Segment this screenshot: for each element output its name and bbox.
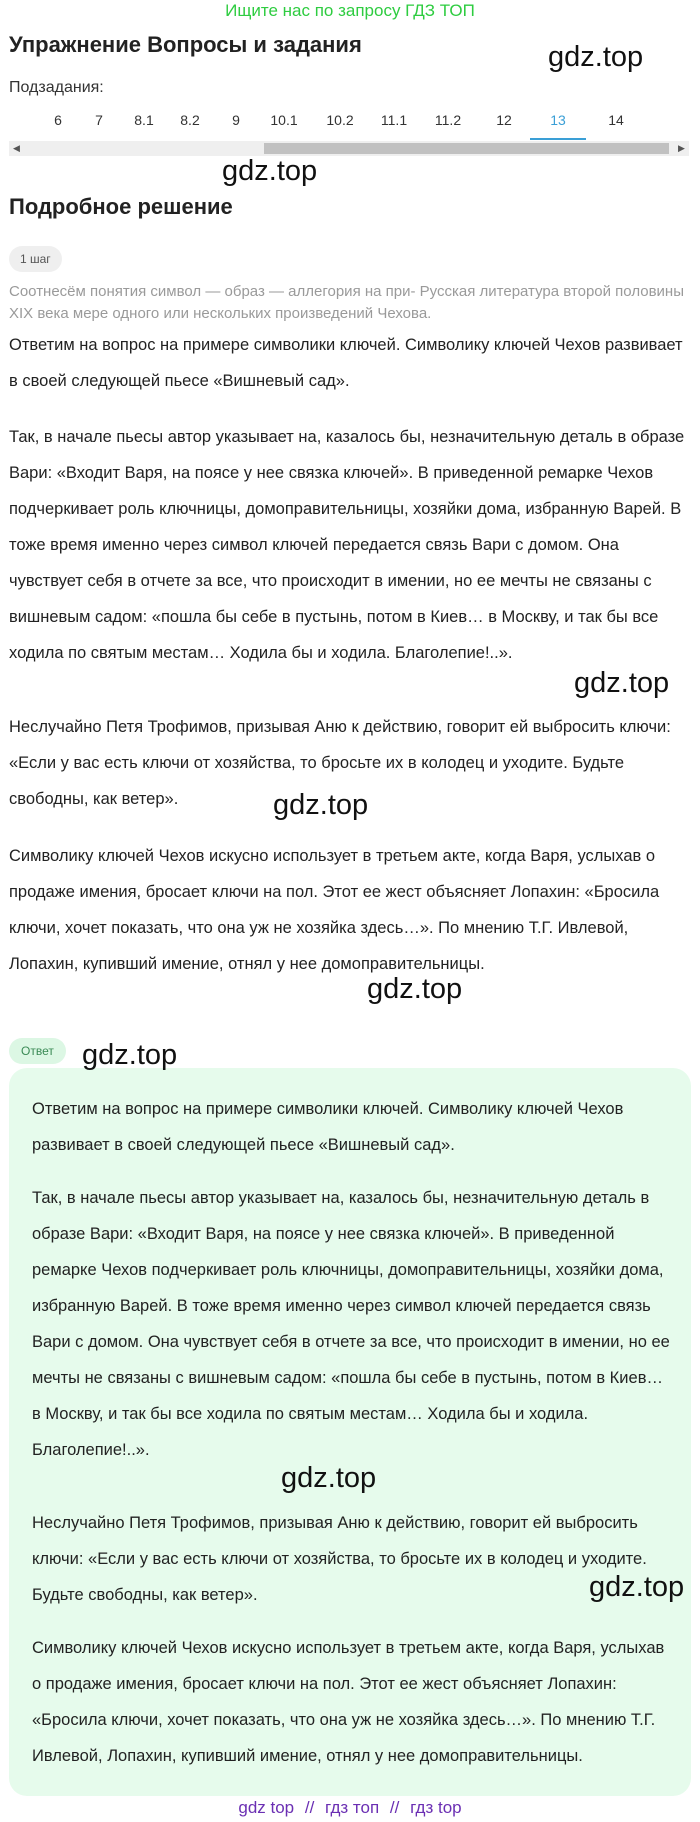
tab-10-1[interactable]: 10.1 xyxy=(270,112,298,128)
footer-link[interactable]: гдз top xyxy=(410,1798,462,1817)
solution-paragraph: Ответим на вопрос на примере символики ключей. Символику ключей Чехов развивает в своей следующей пьесе «Вишневый сад». xyxy=(9,336,683,390)
answer-paragraph: Неслучайно Петя Трофимов, призывая Аню к действию, говорит ей выбросить ключи: «Если у вас есть ключи от хозяйства, то бросьте их в колодец и уходите. Будьте свободны, как ветер». xyxy=(32,1514,647,1604)
watermark: gdz.top xyxy=(548,41,644,73)
tab-7[interactable]: 7 xyxy=(95,112,103,128)
search-banner: Ищите нас по запросу ГДЗ ТОП xyxy=(225,1,475,20)
watermark: gdz.top xyxy=(367,973,463,1005)
scroll-left-icon[interactable]: ◀ xyxy=(13,143,20,153)
exercise-title: Упражнение Вопросы и задания xyxy=(9,32,362,57)
footer-link[interactable]: гдз топ xyxy=(325,1798,380,1817)
solution-paragraph: Символику ключей Чехов искусно использует в третьем акте, когда Варя, услыхав о продаже имения, бросает ключи на пол. Этот ее жест объясняет Лопахин: «Бросила ключи, хочет показать, что она уж не хозяйка здесь…». По мнению Т.Г. Ивлевой, Лопахин, купивший имение, отнял у нее домоправительницы. xyxy=(9,847,660,973)
scroll-thumb[interactable] xyxy=(264,143,669,154)
tab-11-2[interactable]: 11.2 xyxy=(434,112,462,128)
tab-6[interactable]: 6 xyxy=(54,112,62,128)
watermark: gdz.top xyxy=(574,667,670,699)
footer-separator: // xyxy=(304,1798,315,1817)
answer-badge: Ответ xyxy=(9,1038,66,1064)
answer-paragraph: Так, в начале пьесы автор указывает на, казалось бы, незначительную деталь в образе Вари: «Входит Варя, на поясе у нее связка ключей». В приведенной ремарке Чехов подчеркивает роль ключницы, домоправительницы, хозяйки дома, избранную Варей. В тоже время именно через символ ключей передается связь Вари с домом. Она чувствует себя в отчете за все, что происходит в имении, но ее мечты не связаны с вишневым садом: «пошла бы себе в пустынь, потом в Киев… в Москву, и так бы все ходила по святым местам… Ходила бы и ходила. Благолепие!..». xyxy=(32,1189,670,1459)
answer-paragraph: Символику ключей Чехов искусно использует в третьем акте, когда Варя, услыхав о продаже имения, бросает ключи на пол. Этот ее жест объясняет Лопахин: «Бросила ключи, хочет показать, что она уж не хозяйка здесь…». По мнению Т.Г. Ивлевой, Лопахин, купивший имение, отнял у нее домоправительницы. xyxy=(32,1639,665,1765)
solution-paragraph: Неслучайно Петя Трофимов, призывая Аню к действию, говорит ей выбросить ключи: «Если у вас есть ключи от хозяйства, то бросьте их в колодец и уходите. Будьте свободны, как ветер». xyxy=(9,718,671,808)
solution-paragraph: Так, в начале пьесы автор указывает на, казалось бы, незначительную деталь в образе Вари: «Входит Варя, на поясе у нее связка ключей». В приведенной ремарке Чехов подчеркивает роль ключницы, домоправительницы, хозяйки дома, избранную Варей. В тоже время именно через символ ключей передается связь Вари с домом. Она чувствует себя в отчете за все, что происходит в имении, но ее мечты не связаны с вишневым садом: «пошла бы себе в пустынь, потом в Киев… в Москву, и так бы все ходила по святым местам… Ходила бы и ходила. Благолепие!..». xyxy=(9,428,685,662)
subtask-tabs xyxy=(30,108,700,140)
tab-13[interactable]: 13 xyxy=(530,108,586,140)
tabs-scrollbar[interactable] xyxy=(9,141,689,156)
tab-12[interactable]: 12 xyxy=(496,112,512,128)
answer-paragraph: Ответим на вопрос на примере символики ключей. Символику ключей Чехов развивает в своей следующей пьесе «Вишневый сад». xyxy=(32,1100,624,1154)
footer-link[interactable]: gdz top xyxy=(238,1798,295,1817)
subtasks-label: Подзадания: xyxy=(9,79,104,96)
tab-11-1[interactable]: 11.1 xyxy=(380,112,408,128)
watermark: gdz.top xyxy=(273,789,369,821)
tab-8-1[interactable]: 8.1 xyxy=(134,112,154,128)
watermark: gdz.top xyxy=(222,155,318,187)
watermark: gdz.top xyxy=(589,1571,685,1603)
tab-8-2[interactable]: 8.2 xyxy=(180,112,200,128)
tab-14[interactable]: 14 xyxy=(608,112,624,128)
tab-9[interactable]: 9 xyxy=(232,112,240,128)
hint-text: Соотнесём понятия символ — образ — аллегория на при- Русская литература второй половины XIX века мере одного или нескольких произведений Чехова. xyxy=(9,283,684,322)
footer xyxy=(0,1796,700,1820)
watermark: gdz.top xyxy=(281,1462,377,1494)
step-badge: 1 шаг xyxy=(9,246,62,272)
tab-10-2[interactable]: 10.2 xyxy=(326,112,354,128)
footer-separator: // xyxy=(389,1798,400,1817)
solution-title: Подробное решение xyxy=(9,194,233,219)
scroll-right-icon[interactable]: ▶ xyxy=(678,143,685,153)
watermark: gdz.top xyxy=(82,1039,178,1071)
